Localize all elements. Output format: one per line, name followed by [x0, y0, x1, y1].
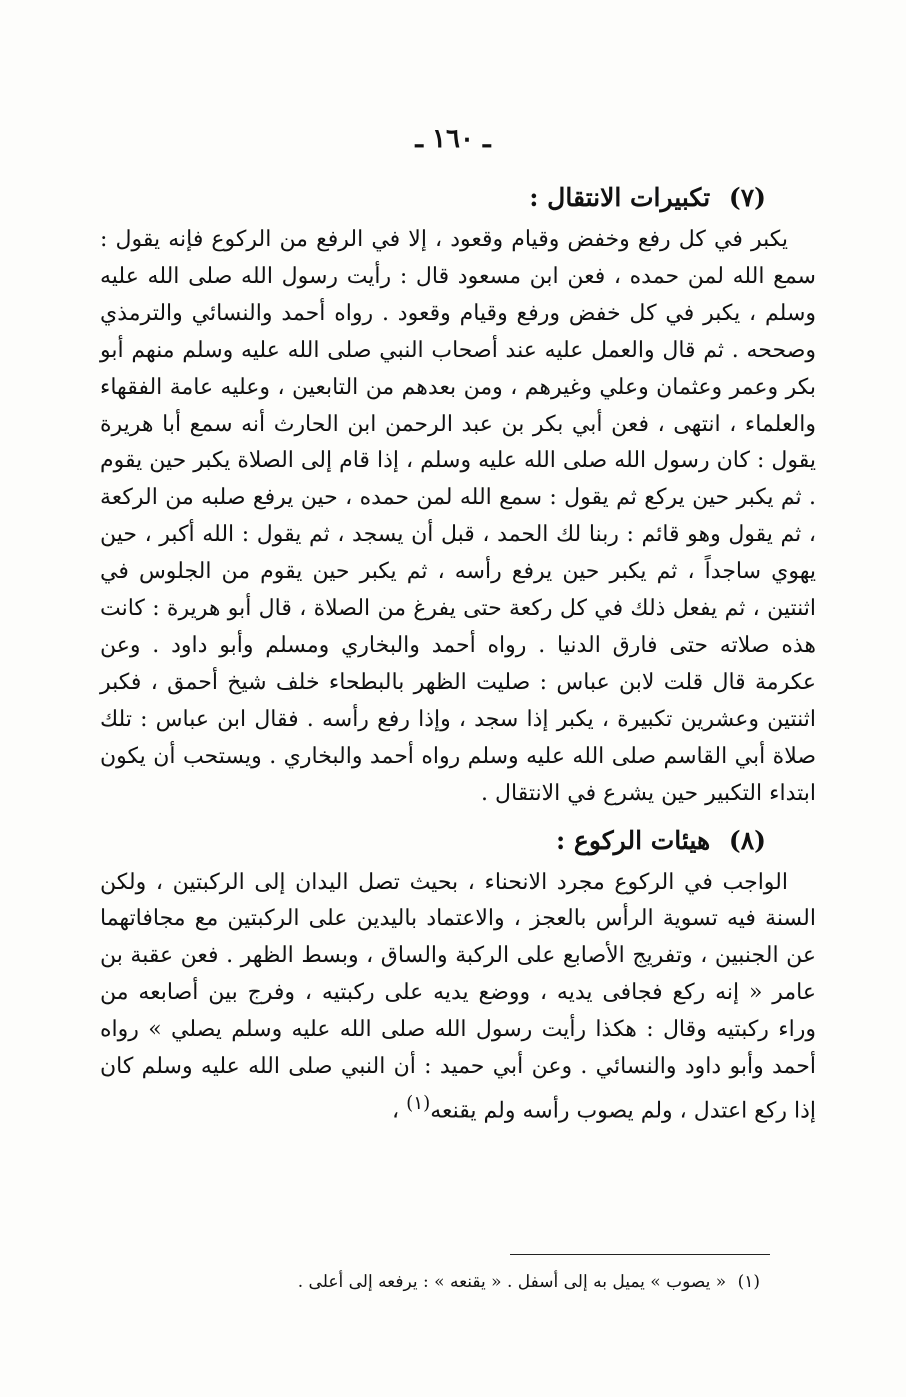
footnote-text: « يصوب » يميل به إلى أسفل . « يقنعه » : يرفعه إلى أعلى . [297, 1272, 727, 1292]
footnote-reference[interactable]: (١) [406, 1092, 431, 1114]
section-body-paragraph: يكبر في كل رفع وخفض وقيام وقعود ، إلا في الرفع من الركوع فإنه يقول : سمع الله لمن حمده ، فعن ابن مسعود قال : رأيت رسول الله صلى الله عليه وسلم ، يكبر في كل خفض ورفع وقيام وقعود . رواه أحمد والنسائي والترمذي وصححه . ثم قال والعمل عليه عند أصحاب النبي صلى الله عليه وسلم منهم أبو بكر وعمر وعثمان وعلي وغيرهم ، ومن بعدهم من التابعين ، وعليه عامة الفقهاء والعلماء ، انتهى ، فعن أبي بكر بن عبد الرحمن ابن الحارث أنه سمع أبا هريرة يقول : كان رسول الله صلى الله عليه وسلم ، إذا قام إلى الصلاة يكبر حين يقوم . ثم يكبر حين يركع ثم يقول : سمع الله لمن حمده ، حين يرفع صلبه من الركعة ، ثم يقول وهو قائم : ربنا لك الحمد ، قبل أن يسجد ، ثم يقول : الله أكبر ، حين يهوي ساجداً ، ثم يكبر حين يرفع رأسه ، ثم يكبر حين يقوم من الجلوس في اثنتين ، ثم يفعل ذلك في كل ركعة حتى يفرغ من الصلاة ، قال أبو هريرة : كانت هذه صلاته حتى فارق الدنيا . رواه أحمد والبخاري ومسلم وأبو داود . وعن عكرمة قال قلت لابن عباس : صليت الظهر بالبطحاء خلف شيخ أحمق ، فكبر اثنتين وعشرين تكبيرة ، يكبر إذا سجد ، وإذا رفع رأسه . فقال ابن عباس : تلك صلاة أبي القاسم صلى الله عليه وسلم رواه أحمد والبخاري . ويستحب أن يكون ابتداء التكبير حين يشرع في الانتقال . [100, 227, 816, 806]
section-title: هيئات الركوع : [556, 825, 711, 855]
footnote [250, 1268, 760, 1296]
page-number: ـ ١٦٠ ـ [415, 124, 491, 154]
section-title: تكبيرات الانتقال : [529, 183, 711, 212]
paragraph-trailing-text: ، [391, 1098, 407, 1124]
footnote-marker: (١) [737, 1272, 760, 1292]
section-body-paragraph [100, 865, 816, 1131]
section-heading-ruku-positions [100, 821, 816, 861]
footnote-divider [510, 1254, 770, 1255]
page-content [100, 178, 816, 1138]
paragraph-text: الواجب في الركوع مجرد الانحناء ، بحيث تصل اليدان إلى الركبتين ، ولكن السنة فيه تسوية الرأس بالعجز ، والاعتماد باليدين على الركبتين مع مجافاتهما عن الجنبين ، وتفريج الأصابع على الركبة والساق ، وبسط الظهر . فعن عقبة بن عامر « إنه ركع فجافى يديه ، ووضع يديه على ركبتيه ، وفرج بين أصابعه من وراء ركبتيه وقال : هكذا رأيت رسول الله صلى الله عليه وسلم يصلي » رواه أحمد وأبو داود والنسائي . وعن أبي حميد : أن النبي صلى الله عليه وسلم كان إذا ركع اعتدل ، ولم يصوب رأسه ولم يقنعه [100, 869, 816, 1124]
section-number: (٨) [728, 825, 766, 855]
section-number: (٧) [728, 183, 766, 212]
section-heading-transition-takbeers [100, 178, 816, 218]
